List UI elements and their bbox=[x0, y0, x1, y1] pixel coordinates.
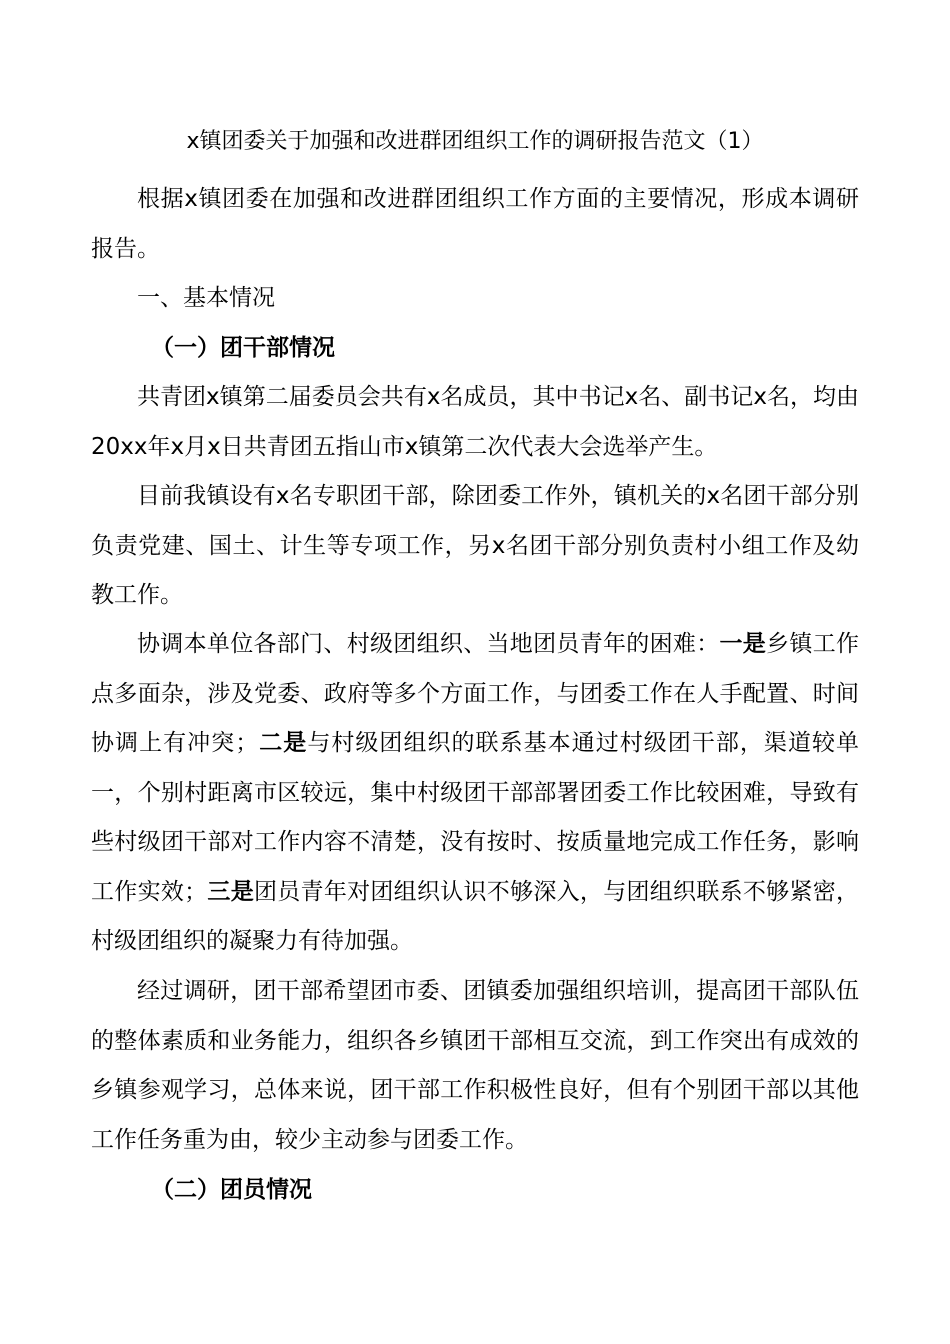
intro-paragraph: 根据x镇团委在加强和改进群团组织工作方面的主要情况，形成本调研报告。 bbox=[91, 186, 859, 262]
paragraph-research-findings: 经过调研，团干部希望团市委、团镇委加强组织培训，提高团干部队伍的整体素质和业务能力，组织各乡镇团干部相互交流，到工作突出有成效的乡镇参观学习，总体来说，团干部工作积极性良好，但有个别团干部以其他工作任务重为由，较少主动参与团委工作。 bbox=[91, 978, 859, 1153]
point-two-label: 二是 bbox=[258, 730, 308, 756]
point-one-label: 一是 bbox=[719, 631, 767, 657]
point-three-text: 团员青年对团组织认识不够深入，与团组织联系不够紧密，村级团组织的凝聚力有待加强。 bbox=[91, 878, 859, 954]
paragraph-committee-members: 共青团x镇第二届委员会共有x名成员，其中书记x名、副书记x名，均由20xx年x月x日共青团五指山市x镇第二次代表大会选举产生。 bbox=[91, 384, 859, 460]
paragraph-difficulties bbox=[91, 620, 859, 967]
section-heading-basic-situation: 一、基本情况 bbox=[137, 285, 275, 311]
point-three-label: 三是 bbox=[207, 878, 254, 905]
paragraph-full-time-cadres: 目前我镇设有x名专职团干部，除团委工作外，镇机关的x名团干部分别负责党建、国土、计生等专项工作，另x名团干部分别负责村小组工作及幼教工作。 bbox=[91, 483, 859, 608]
point-two-text: 与村级团组织的联系基本通过村级团干部，渠道较单一，个别村距离市区较远，集中村级团干部部署团委工作比较困难，导致有些村级团干部对工作内容不清楚，没有按时、按质量地完成工作任务，影响工作实效； bbox=[91, 730, 860, 905]
document-title: x镇团委关于加强和改进群团组织工作的调研报告范文（1） bbox=[186, 129, 764, 154]
subsection-heading-members: （二）团员情况 bbox=[151, 1177, 312, 1203]
point-one-text: 乡镇工作点多面杂，涉及党委、政府等多个方面工作，与团委工作在人手配置、时间协调上有冲突； bbox=[91, 631, 860, 756]
subsection-heading-cadres: （一）团干部情况 bbox=[151, 335, 335, 361]
difficulties-lead: 协调本单位各部门、村级团组织、当地团员青年的困难： bbox=[137, 631, 720, 657]
